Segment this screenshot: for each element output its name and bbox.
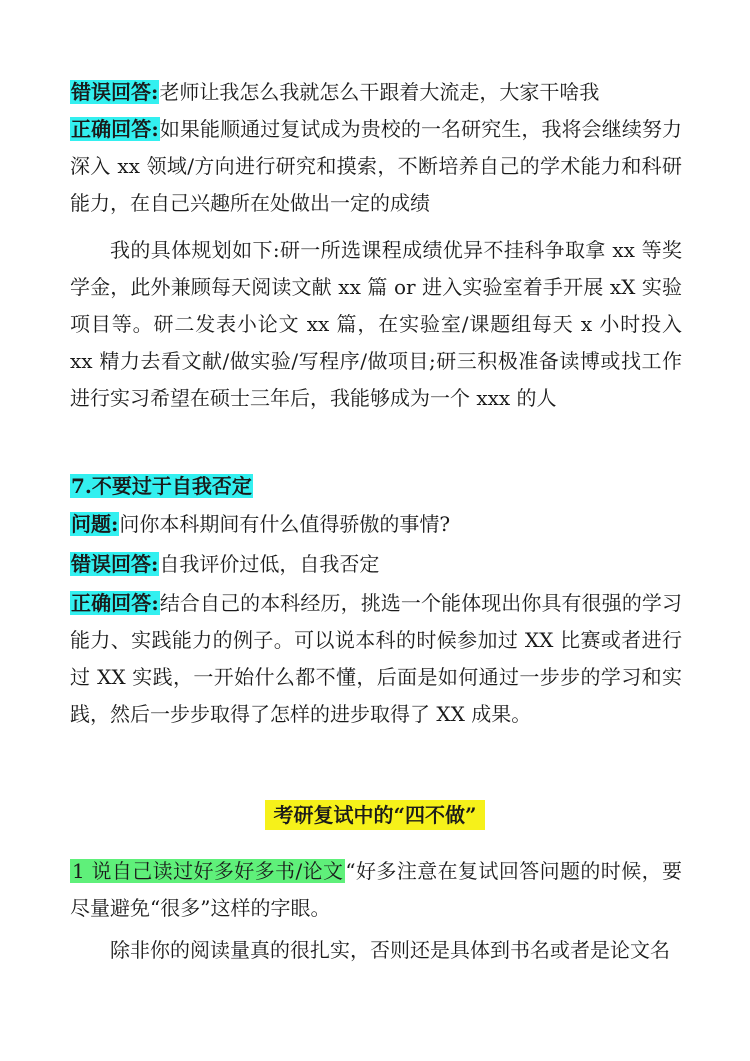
right-answer-2-label: 正确回答: xyxy=(71,591,159,615)
plan-paragraph: 我的具体规划如下:研一所选课程成绩优异不挂科争取拿 xx 等奖学金，此外兼顾每天阅读文献 xx 篇 or 进入实验室着手开展 xX 实验项目等。研二发表小论文 xx 篇，在实验室/课题组每天 x 小时投入 xx 精力去看文献/做实验/写程序/做项目;研三积极准备读博或找工作进行实习希望在硕士三年后，我能够成为一个 xxx 的人 xyxy=(70,238,682,410)
right-answer-2-text: 结合自己的本科经历，挑选一个能体现出你具有很强的学习能力、实践能力的例子。可以说本科的时候参加过 XX 比赛或者进行过 XX 实践，一开始什么都不懂，后面是如何通过一步步的学习和实践，然后一步步取得了怎样的进步取得了 XX 成果。 xyxy=(70,591,682,726)
item-1-paragraph xyxy=(70,853,682,927)
right-answer-text: 如果能顺通过复试成为贵校的一名研究生，我将会继续努力深入 xx 领域/方向进行研究和摸索，不断培养自己的学术能力和科研能力，在自己兴趣所在处做出一定的成绩 xyxy=(70,117,682,215)
question-paragraph xyxy=(70,506,682,543)
wrong-answer-2-label: 错误回答: xyxy=(71,552,159,576)
item-1-paragraph-2: 除非你的阅读量真的很扎实，否则还是具体到书名或者是论文名 xyxy=(110,938,670,962)
section-title-text: 考研复试中的“四不做” xyxy=(265,800,484,830)
wrong-answer-label: 错误回答: xyxy=(71,80,159,104)
question-label: 问题: xyxy=(71,512,119,536)
right-answer-paragraph xyxy=(70,111,682,222)
wrong-answer-text: 老师让我怎么我就怎么干跟着大流走，大家干啥我 xyxy=(159,80,600,104)
right-answer-label: 正确回答: xyxy=(71,117,159,141)
section-title xyxy=(0,797,750,834)
wrong-answer-2-text: 自我评价过低，自我否定 xyxy=(159,552,380,576)
item-1-text: “好多注意在复试回答问题的时候，要尽量避免“很多”这样的字眼。 xyxy=(70,859,682,920)
item-1-label: 1 说自己读过好多好多书/论文 xyxy=(72,859,344,883)
wrong-answer-paragraph xyxy=(70,74,682,111)
question-text: 问你本科期间有什么值得骄傲的事情? xyxy=(119,512,451,536)
right-answer-2-paragraph xyxy=(70,585,682,733)
section-7-heading xyxy=(70,468,682,505)
wrong-answer-2-paragraph xyxy=(70,546,682,583)
section-7-heading-text: 7.不要过于自我否定 xyxy=(71,474,252,498)
